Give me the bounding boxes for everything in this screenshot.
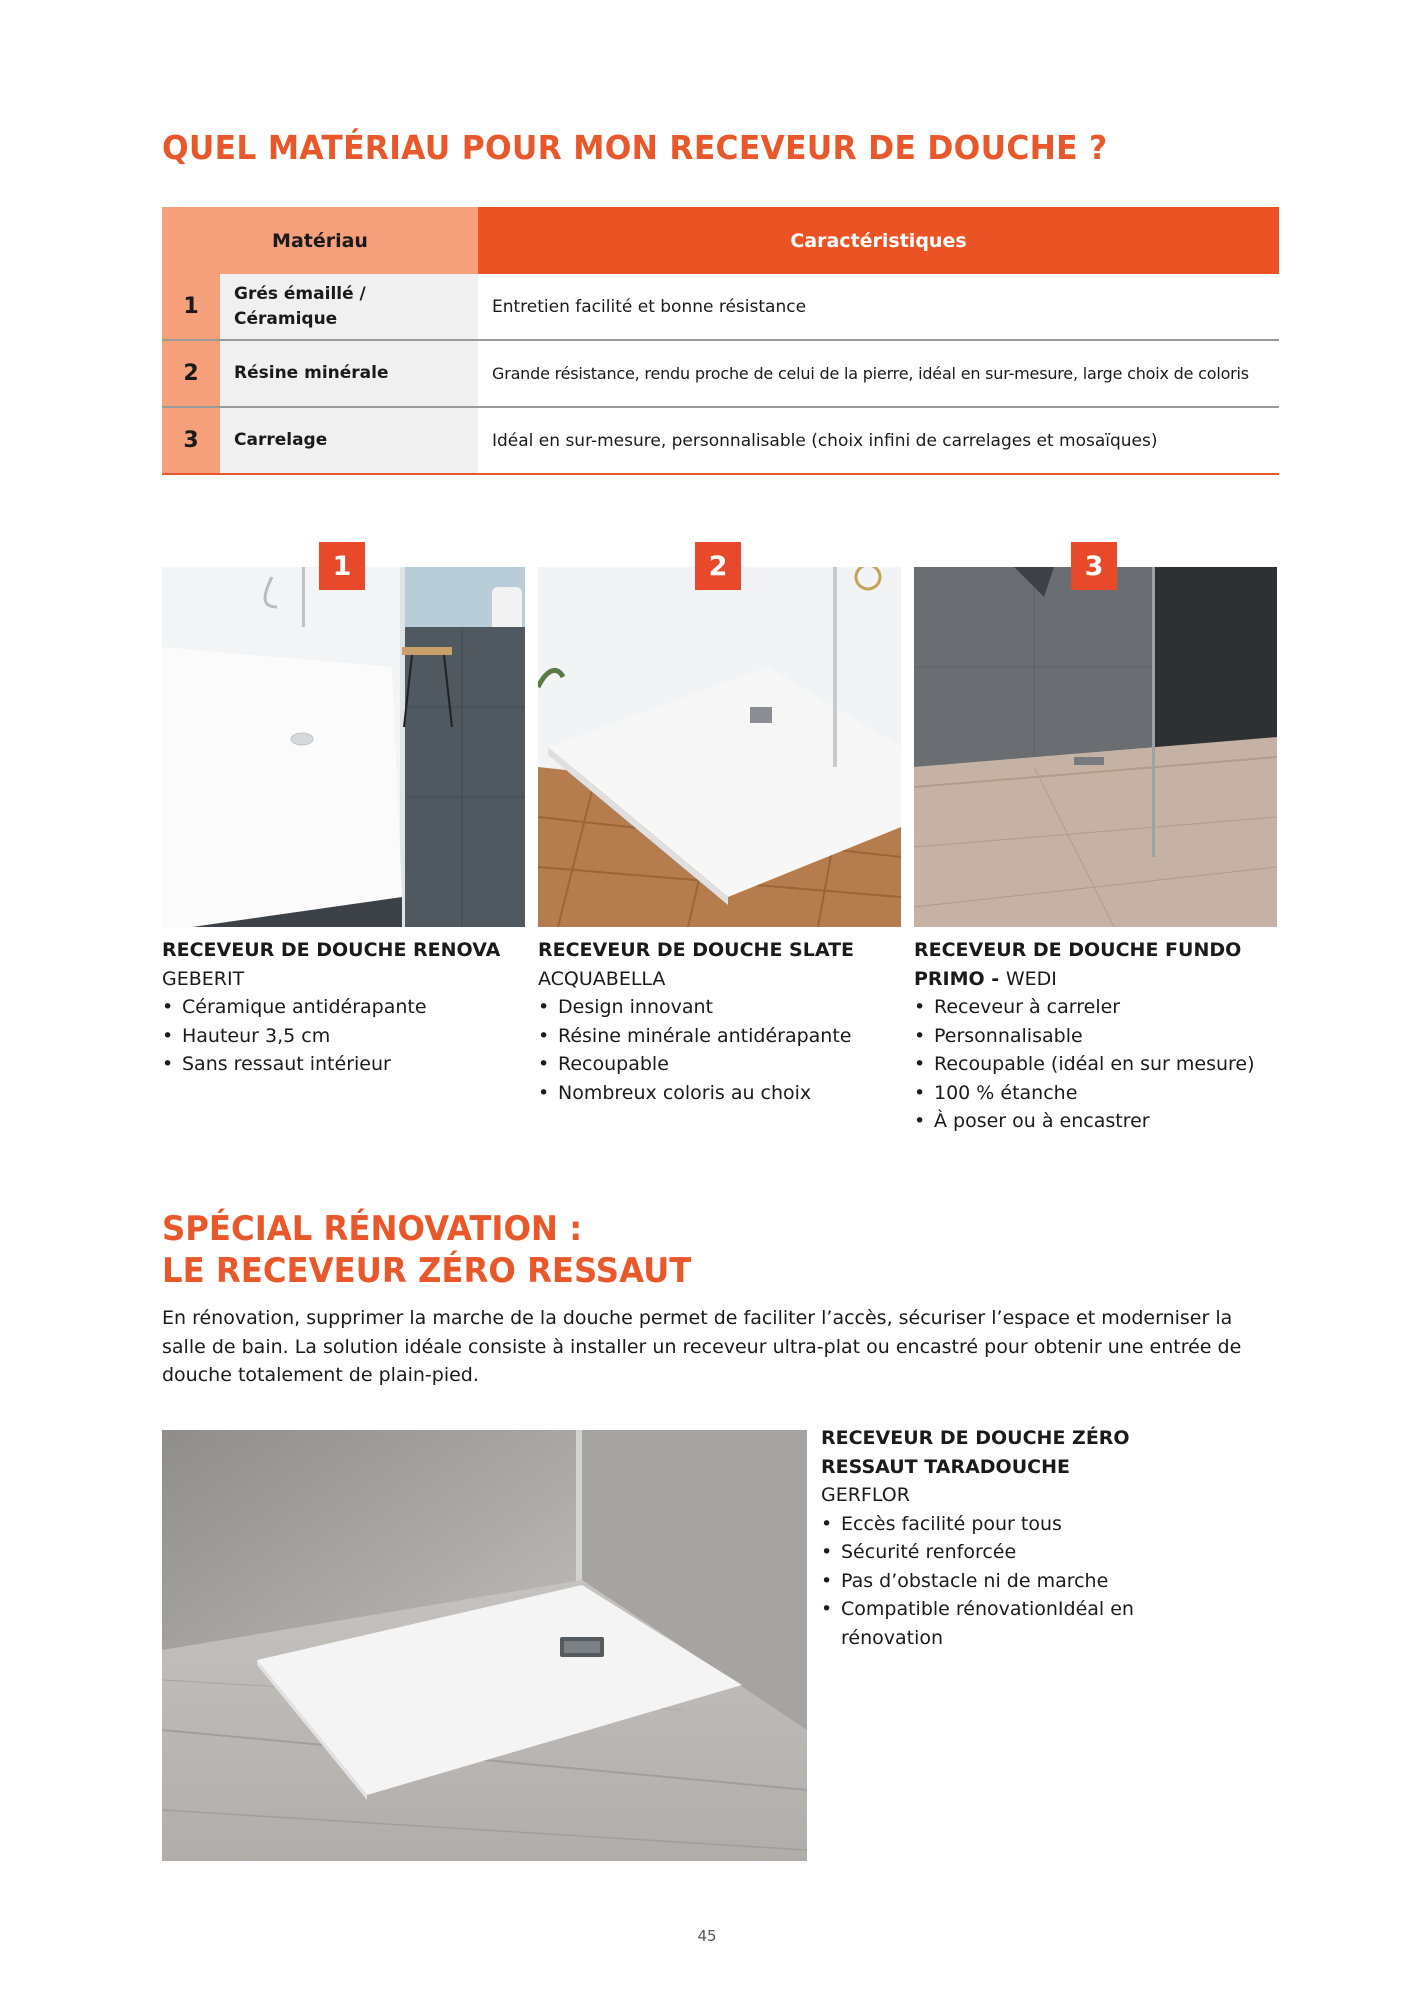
- list-item: • Sans ressaut intérieur: [162, 1050, 532, 1079]
- product-brand: GEBERIT: [162, 967, 245, 990]
- list-item: • Résine minérale antidérapante: [538, 1022, 908, 1051]
- product-name: RECEVEUR DE DOUCHE FUNDO: [914, 939, 1242, 961]
- product-image-fundo: [914, 567, 1277, 927]
- product-features: [162, 993, 532, 1079]
- product-name: PRIMO -: [914, 967, 1006, 990]
- row-features: Grande résistance, rendu proche de celui de la pierre, idéal en sur-mesure, large choix de coloris: [492, 364, 1249, 383]
- material-line: Céramique: [234, 308, 338, 329]
- table-row: [162, 341, 1279, 408]
- list-item: • Personnalisable: [914, 1022, 1284, 1051]
- product-info-renova: [162, 936, 532, 1079]
- product-features: [914, 993, 1284, 1136]
- product-brand: GERFLOR: [821, 1484, 910, 1506]
- list-item: • Nombreux coloris au choix: [538, 1079, 908, 1108]
- product-features: [538, 993, 908, 1107]
- list-item: • Céramique antidérapante: [162, 993, 532, 1022]
- list-item: • Design innovant: [538, 993, 908, 1022]
- row-number: 1: [162, 274, 220, 339]
- section-title-line: LE RECEVEUR ZÉRO RESSAUT: [162, 1251, 692, 1291]
- product-info-taradouche: [821, 1424, 1261, 1652]
- list-item: • À poser ou à encastrer: [914, 1107, 1284, 1136]
- list-item: • 100 % étanche: [914, 1079, 1284, 1108]
- page-title: QUEL MATÉRIAU POUR MON RECEVEUR DE DOUCHE ?: [162, 128, 1108, 167]
- product-info-slate: [538, 936, 908, 1107]
- product-name: RESSAUT TARADOUCHE: [821, 1455, 1070, 1478]
- section-title: [162, 1208, 691, 1292]
- product-image-taradouche: [162, 1430, 807, 1861]
- product-name: RECEVEUR DE DOUCHE ZÉRO: [821, 1427, 1130, 1449]
- page-number: 45: [697, 1927, 717, 1945]
- product-badge: 1: [319, 542, 365, 590]
- row-features: Idéal en sur-mesure, personnalisable (choix infini de carrelages et mosaïques): [492, 430, 1158, 451]
- list-item: • Hauteur 3,5 cm: [162, 1022, 532, 1051]
- section-title-line: SPÉCIAL RÉNOVATION :: [162, 1209, 583, 1249]
- row-material: Carrelage: [220, 408, 478, 473]
- product-info-fundo: [914, 936, 1284, 1136]
- list-item: • Compatible rénovationIdéal en rénovation: [821, 1595, 1151, 1652]
- list-item: • Pas d’obstacle ni de marche: [821, 1567, 1151, 1596]
- table-row: [162, 408, 1279, 475]
- row-features: Entretien facilité et bonne résistance: [492, 296, 807, 317]
- list-item: • Eccès facilité pour tous: [821, 1510, 1151, 1539]
- header-material: Matériau: [162, 207, 478, 274]
- material-line: Grés émaillé /: [234, 283, 366, 304]
- product-name: RECEVEUR DE DOUCHE SLATE: [538, 939, 855, 961]
- list-item: • Receveur à carreler: [914, 993, 1284, 1022]
- product-image-renova: [162, 567, 525, 927]
- table-row: [162, 274, 1279, 341]
- product-name: RECEVEUR DE DOUCHE RENOVA: [162, 939, 501, 961]
- table-header-row: [162, 207, 1279, 274]
- list-item: • Recoupable (idéal en sur mesure): [914, 1050, 1284, 1079]
- list-item: • Recoupable: [538, 1050, 908, 1079]
- row-number: 3: [162, 408, 220, 473]
- product-brand: WEDI: [1005, 967, 1057, 990]
- product-brand: ACQUABELLA: [538, 967, 666, 990]
- section-intro: En rénovation, supprimer la marche de la douche permet de faciliter l’accès, sécuriser l’espace et moderniser la salle de bain. La solution idéale consiste à installer un receveur ultra-plat ou encastré pour obtenir une entrée de douche totalement de plain-pied.: [162, 1307, 1242, 1386]
- list-item: • Sécurité renforcée: [821, 1538, 1151, 1567]
- row-material: [220, 274, 478, 339]
- row-number: 2: [162, 341, 220, 406]
- header-features: Caractéristiques: [478, 207, 1279, 274]
- product-badge: 2: [695, 542, 741, 590]
- row-material: Résine minérale: [220, 341, 478, 406]
- material-table: [162, 207, 1279, 475]
- product-features: [821, 1510, 1151, 1653]
- product-badge: 3: [1071, 542, 1117, 590]
- product-image-slate: [538, 567, 901, 927]
